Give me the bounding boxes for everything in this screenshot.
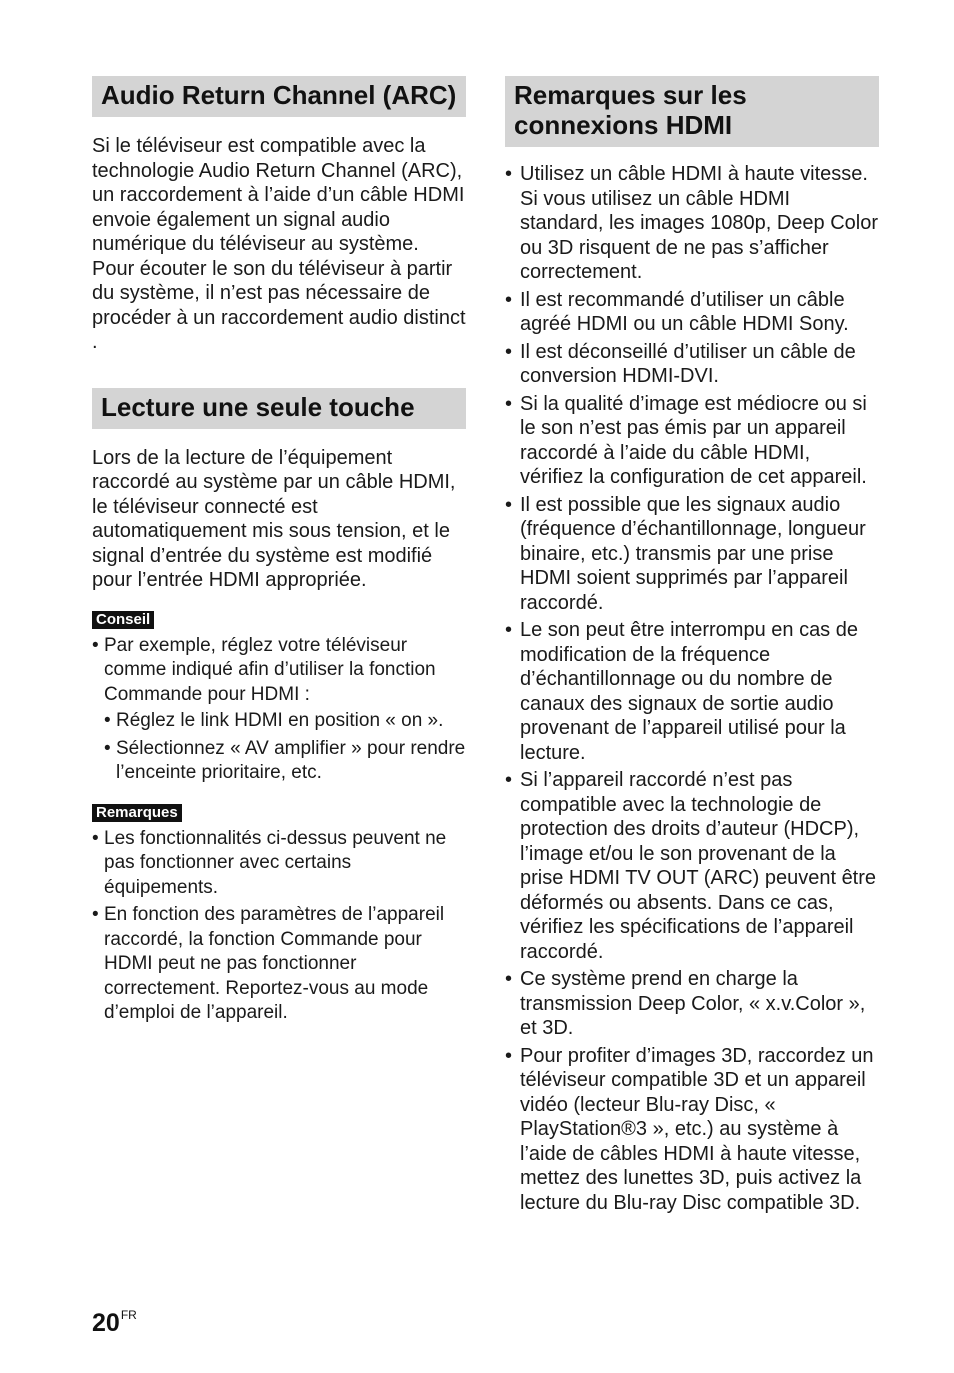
tip-label: Conseil (92, 611, 154, 629)
arc-section-heading (92, 76, 466, 117)
hdmi-note-item: • Il est possible que les signaux audio (fréquence d’échantillonnage, longueur binaire, etc.) transmis par une prise HDMI soient supprimés par l’appareil raccordé. (505, 493, 879, 616)
page-language-code: FR (120, 1308, 137, 1322)
hdmi-note-item: • Utilisez un câble HDMI à haute vitesse. Si vous utilisez un câble HDMI standard, les images 1080p, Deep Color ou 3D risquent de ne pas s’afficher correctement. (505, 162, 879, 285)
arc-heading-text: Audio Return Channel (ARC) (101, 80, 457, 110)
hdmi-note-item: • Pour profiter d’images 3D, raccordez un téléviseur compatible 3D et un appareil vidéo (lecteur Blu-ray Disc, « PlayStation®3 », etc.) au système à l’aide de câbles HDMI à haute vitesse, mettez des lunettes 3D, puis activez la lecture du Blu-ray Disc compatible 3D. (505, 1044, 879, 1216)
hdmi-notes-section-heading (505, 76, 879, 147)
hdmi-note-item: • Si l’appareil raccordé n’est pas compatible avec la technologie de protection des droits d’auteur (HDCP), l’image et/ou le son provenant de la prise HDMI TV OUT (ARC) peuvent être déformés ou absents. Dans ce cas, vérifiez les spécifications de l’appareil raccordé. (505, 768, 879, 964)
notes-block (92, 804, 466, 1026)
left-column (92, 76, 466, 1029)
page-number (92, 1308, 137, 1338)
tip-subitem: • Sélectionnez « AV amplifier » pour rendre l’enceinte prioritaire, etc. (104, 737, 466, 786)
tip-item-text: Par exemple, réglez votre téléviseur comme indiqué afin d’utiliser la fonction Commande pour HDMI : (104, 634, 436, 705)
one-touch-heading-text: Lecture une seule touche (101, 391, 415, 422)
tip-sublist (104, 709, 466, 786)
tip-list (92, 634, 466, 786)
right-column (505, 76, 879, 1218)
note-item: • Les fonctionnalités ci-dessus peuvent ne pas fonctionner avec certains équipements. (92, 827, 466, 901)
one-touch-section-heading (92, 388, 466, 429)
tip-block (92, 611, 466, 786)
hdmi-note-item: • Il est déconseillé d’utiliser un câble de conversion HDMI-DVI. (505, 340, 879, 389)
notes-list (92, 827, 466, 1026)
hdmi-notes-heading-text: Remarques sur les connexions HDMI (514, 80, 747, 140)
tip-item (92, 634, 466, 786)
hdmi-notes-list (505, 162, 879, 1215)
hdmi-note-item: • Si la qualité d’image est médiocre ou si le son n’est pas émis par un appareil raccordé à l’aide du câble HDMI, vérifiez la configuration de cet appareil. (505, 392, 879, 490)
arc-body-text: Si le téléviseur est compatible avec la technologie Audio Return Channel (ARC), un raccordement à l’aide d’un câble HDMI envoie également un signal audio numérique du téléviseur au système. Pour écouter le son du téléviseur à partir du système, il n’est pas nécessaire de procéder à un raccordement audio distinct . (92, 135, 466, 353)
note-item: • En fonction des paramètres de l’appareil raccordé, la fonction Commande pour HDMI peut ne pas fonctionner correctement. Reportez-vous au mode d’emploi de l’appareil. (92, 903, 466, 1026)
page-number-value: 20 (92, 1309, 120, 1337)
notes-label: Remarques (92, 804, 182, 822)
hdmi-note-item: • Il est recommandé d’utiliser un câble agréé HDMI ou un câble HDMI Sony. (505, 288, 879, 337)
one-touch-body-text: Lors de la lecture de l’équipement raccordé au système par un câble HDMI, le téléviseur connecté est automatiquement mis sous tension, et le signal d’entrée du système est modifié pour l’entrée HDMI appropriée. (92, 446, 456, 591)
hdmi-note-item: • Le son peut être interrompu en cas de modification de la fréquence d’échantillonnage ou du nombre de canaux des signaux de sortie audio provenant de l’appareil utilisé pour la lecture. (505, 618, 879, 765)
hdmi-note-item: • Ce système prend en charge la transmission Deep Color, « x.v.Color », et 3D. (505, 967, 879, 1041)
tip-subitem: • Réglez le link HDMI en position « on ». (104, 709, 466, 734)
